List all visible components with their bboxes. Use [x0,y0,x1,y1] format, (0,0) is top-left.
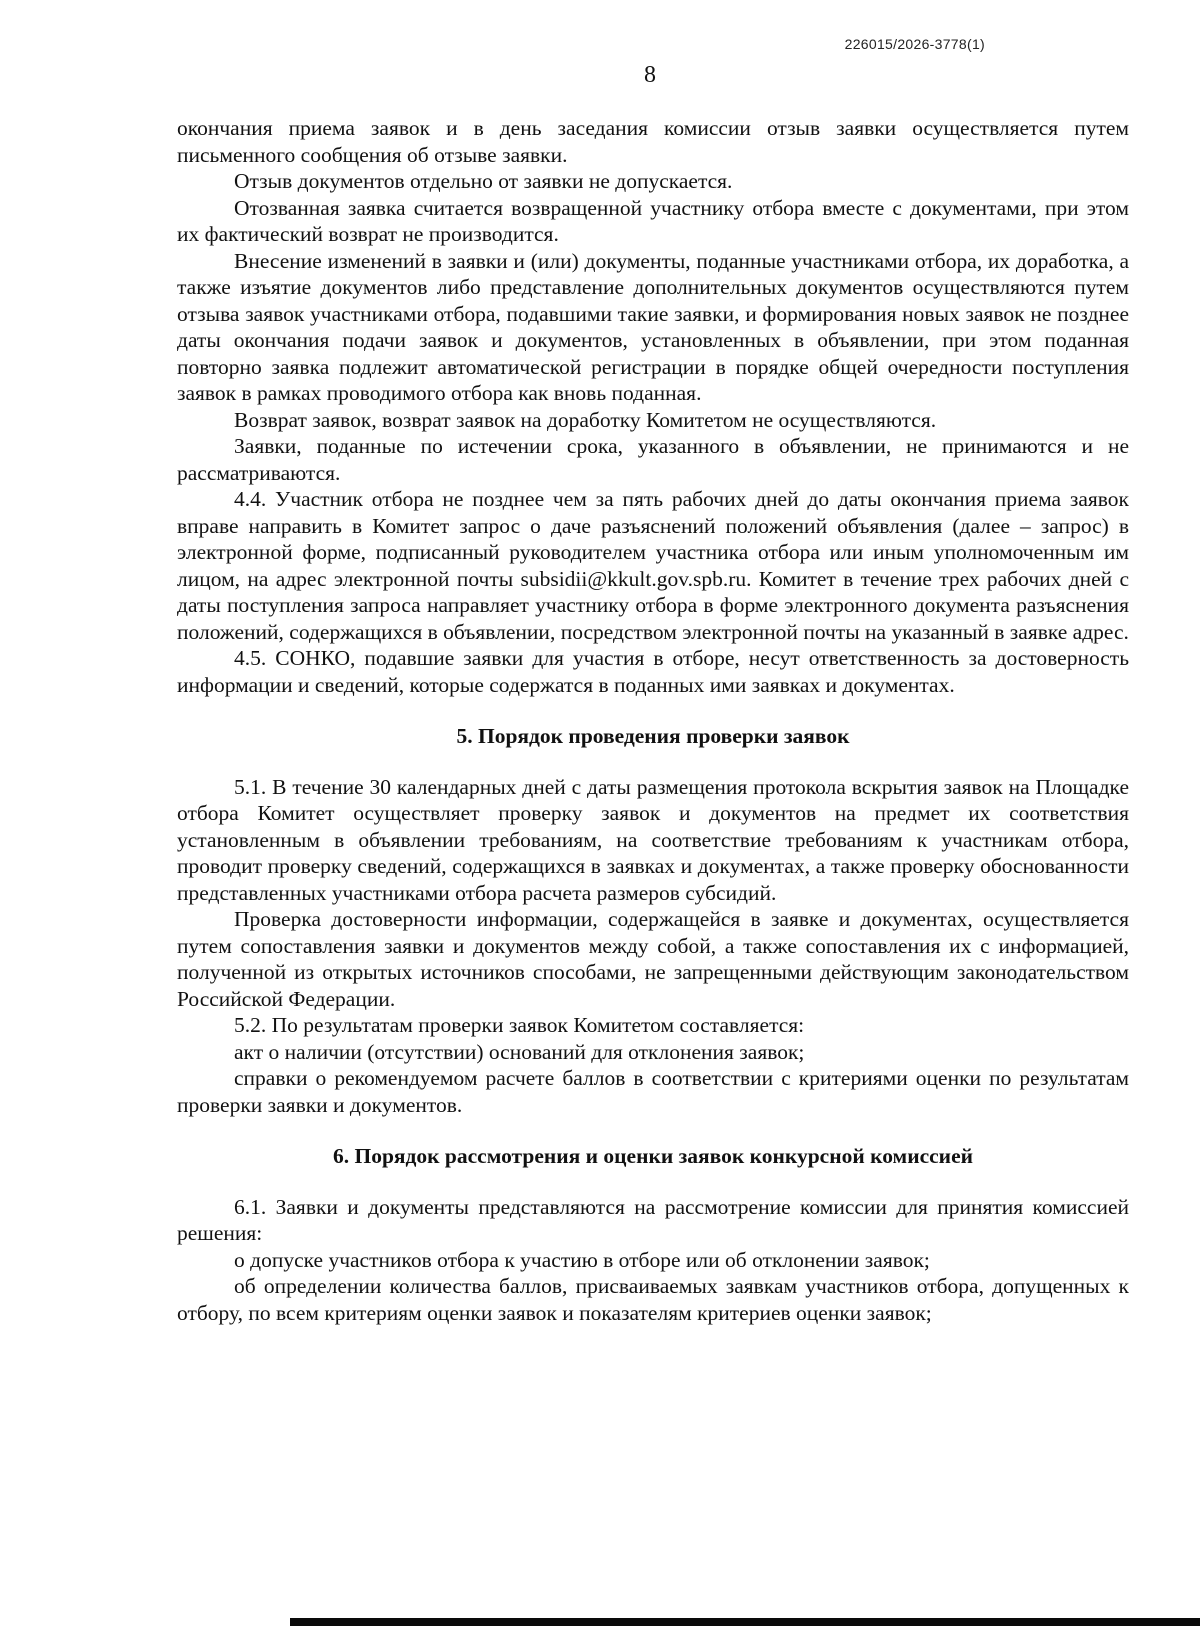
paragraph-5-2: 5.2. По результатам проверки заявок Комитетом составляется: [234,1013,805,1037]
paragraph: Проверка достоверности информации, содержащейся в заявке и документах, осуществляется путем сопоставления заявки и документов между собой, а также сопоставления их с информацией, полученной из открытых источников способами, не запрещенными действующим законодательством Российской Федерации. [177,907,1129,1011]
paragraph-4-4: 4.4. Участник отбора не позднее чем за пять рабочих дней до даты окончания приема заявок вправе направить в Комитет запрос о даче разъяснений положений объявления (далее – запрос) в электронной форме, подписанный руководителем участника отбора или иным уполномоченным им лицом, на адрес электронной почты subsidii@kkult.gov.spb.ru. Комитет в течение трех рабочих дней с даты поступления запроса направляет участнику отбора в форме электронного документа разъяснения положений, содержащихся в объявлении, посредством электронной почты на указанный в заявке адрес. [177,487,1129,644]
paragraph: Отозванная заявка считается возвращенной участнику отбора вместе с документами, при этом их фактический возврат не производится. [177,195,1129,246]
paragraph: Внесение изменений в заявки и (или) документы, поданные участниками отбора, их доработка, а также изъятие документов либо представление дополнительных документов осуществляются путем отзыва заявок участниками отбора, подавшими такие заявки, и формирования новых заявок не позднее даты окончания подачи заявок и документов, установленных в объявлении, при этом поданная повторно заявка подлежит автоматической регистрации в порядке общей очередности поступления заявок в рамках проводимого отбора как вновь поданная. [177,248,1129,405]
paragraph: Возврат заявок, возврат заявок на доработку Комитетом не осуществляются. [234,407,937,432]
page-number: 8 [644,62,656,88]
paragraph: справки о рекомендуемом расчете баллов в соответствии с критериями оценки по результатам проверки заявки и документов. [177,1066,1129,1117]
paragraph: окончания приема заявок и в день заседания комиссии отзыв заявки осуществляется путем письменного сообщения об отзыве заявки. [177,116,1129,167]
paragraph-4-5: 4.5. СОНКО, подавшие заявки для участия в отборе, несут ответственность за достоверность информации и сведений, которые содержатся в поданных ими заявках и документах. [177,646,1129,697]
document-id: 226015/2026-3778(1) [844,36,985,52]
section-5-title: 5. Порядок проведения проверки заявок [456,724,850,748]
paragraph: о допуске участников отбора к участию в отборе или об отклонении заявок; [234,1247,930,1272]
paragraph-5-1: 5.1. В течение 30 календарных дней с даты размещения протокола вскрытия заявок на Площадке отбора Комитет осуществляет проверку заявок и документов на предмет их соответствия установленным в объявлении требованиям, на соответствие требованиям к участникам отбора, проводит проверку сведений, содержащихся в заявках и документах, а также проверку обоснованности представленных участниками отбора расчета размеров субсидий. [177,774,1129,905]
document-body [177,115,1129,1326]
paragraph-6-1: 6.1. Заявки и документы представляются на рассмотрение комиссии для принятия комиссией решения: [177,1194,1129,1245]
paragraph: акт о наличии (отсутствии) оснований для отклонения заявок; [234,1039,805,1064]
paragraph: Отзыв документов отдельно от заявки не допускается. [234,169,733,193]
paragraph: об определении количества баллов, присваиваемых заявкам участников отбора, допущенных к отбору, по всем критериям оценки заявок и показателям критериев оценки заявок; [177,1274,1129,1325]
section-6-title: 6. Порядок рассмотрения и оценки заявок конкурсной комиссией [332,1144,973,1168]
paragraph: Заявки, поданные по истечении срока, указанного в объявлении, не принимаются и не рассматриваются. [177,434,1129,485]
scan-edge-line [290,1618,1200,1626]
